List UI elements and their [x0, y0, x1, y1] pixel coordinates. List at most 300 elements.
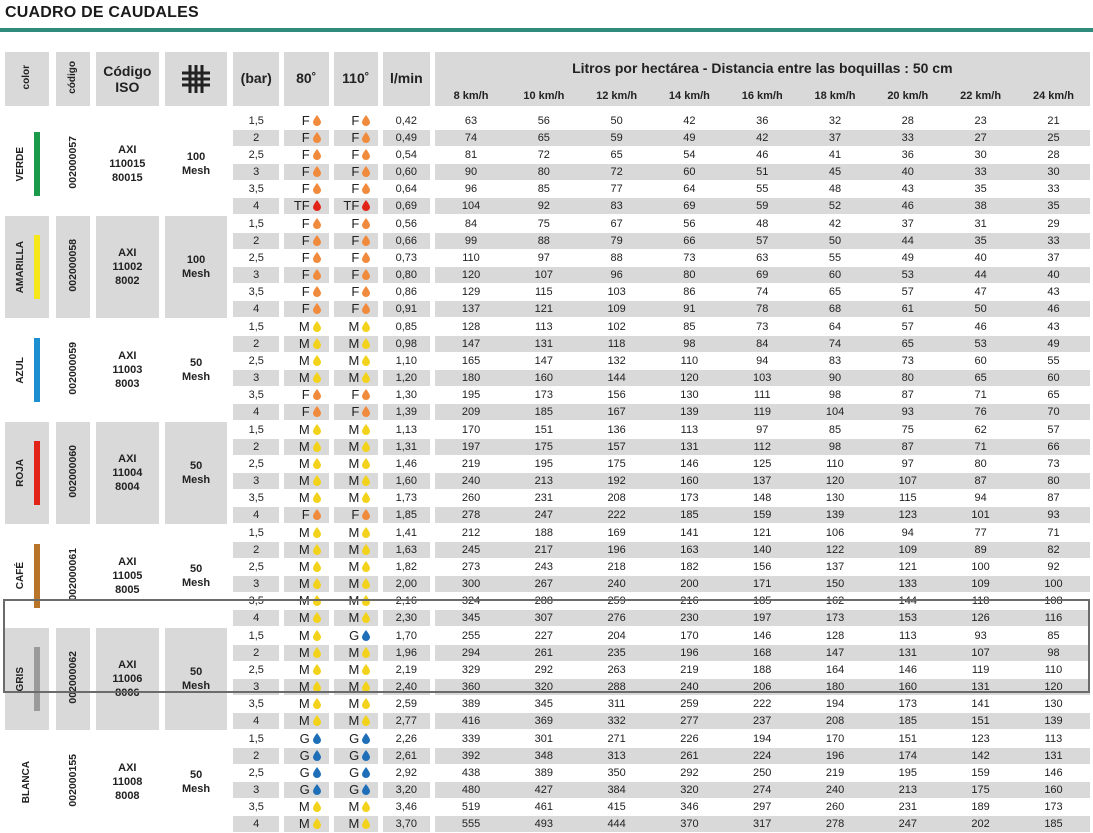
droplet-80-cell: G [284, 748, 328, 765]
rate-cell: 69 [726, 267, 799, 284]
rate-cell: 219 [435, 456, 508, 473]
rate-cell: 110 [799, 456, 872, 473]
rate-cell: 93 [944, 628, 1017, 645]
rate-cell: 49 [871, 250, 944, 267]
rate-cell: 126 [944, 610, 1017, 627]
rate-cell: 106 [799, 525, 872, 542]
drop-icon [362, 355, 370, 366]
rate-cell: 121 [507, 301, 580, 318]
drop-icon [313, 286, 321, 297]
droplet-110-cell: F [334, 267, 378, 284]
rate-cell: 45 [799, 164, 872, 181]
rate-cell: 80 [1017, 473, 1090, 490]
rate-cell: 115 [871, 490, 944, 507]
lmin-cell: 0,80 [383, 267, 430, 284]
header-speed: 22 km/h [944, 86, 1017, 106]
rate-cell: 91 [653, 301, 726, 318]
droplet-80-cell: M [284, 610, 328, 627]
codigo-cell: 002000062 [56, 628, 90, 730]
rate-cell: 53 [871, 267, 944, 284]
rate-cell: 50 [944, 301, 1017, 318]
rate-cell: 84 [726, 336, 799, 353]
rate-cell: 36 [726, 113, 799, 130]
droplet-80-cell: F [284, 113, 328, 130]
droplet-110-cell: F [334, 284, 378, 301]
rate-cell: 173 [1017, 799, 1090, 816]
rate-cell: 137 [726, 473, 799, 490]
rate-cell: 109 [580, 301, 653, 318]
rate-cell: 288 [580, 679, 653, 696]
bar-cell: 2,5 [233, 250, 278, 267]
rate-cell: 128 [435, 319, 508, 336]
rate-cell: 107 [871, 473, 944, 490]
rate-cell: 59 [726, 198, 799, 215]
droplet-110-cell: G [334, 628, 378, 645]
droplet-110-cell: F [334, 404, 378, 421]
rate-cell: 72 [507, 147, 580, 164]
rate-cell: 28 [1017, 147, 1090, 164]
mesh-cell: 50 Mesh [165, 731, 228, 833]
rate-cell: 78 [726, 301, 799, 318]
rate-cell: 32 [799, 113, 872, 130]
bar-cell: 4 [233, 198, 278, 215]
rate-cell: 102 [580, 319, 653, 336]
droplet-80-cell: F [284, 147, 328, 164]
rate-cell: 160 [871, 679, 944, 696]
rate-cell: 139 [653, 404, 726, 421]
rate-cell: 80 [944, 456, 1017, 473]
bar-cell: 2 [233, 439, 278, 456]
droplet-80-cell: F [284, 181, 328, 198]
rate-cell: 40 [1017, 267, 1090, 284]
rate-cell: 46 [871, 198, 944, 215]
rate-cell: 139 [799, 507, 872, 524]
rate-cell: 350 [580, 765, 653, 782]
drop-icon [313, 441, 321, 452]
rate-cell: 170 [653, 628, 726, 645]
rate-cell: 307 [507, 610, 580, 627]
rate-cell: 137 [435, 301, 508, 318]
drop-icon [362, 475, 370, 486]
rate-cell: 196 [580, 542, 653, 559]
header-speed: 24 km/h [1017, 86, 1090, 106]
rate-cell: 128 [799, 628, 872, 645]
rate-cell: 159 [944, 765, 1017, 782]
lmin-cell: 1,70 [383, 628, 430, 645]
drop-icon [362, 115, 370, 126]
rate-cell: 389 [507, 765, 580, 782]
rate-cell: 146 [1017, 765, 1090, 782]
bar-cell: 3 [233, 267, 278, 284]
rate-cell: 146 [726, 628, 799, 645]
drop-icon [313, 750, 321, 761]
drop-icon [313, 578, 321, 589]
codigo-cell: 002000059 [56, 319, 90, 421]
rate-cell: 79 [580, 233, 653, 250]
drop-icon [313, 338, 321, 349]
rate-cell: 93 [871, 404, 944, 421]
bar-cell: 1,5 [233, 628, 278, 645]
drop-icon [362, 149, 370, 160]
lmin-cell: 2,19 [383, 662, 430, 679]
rate-cell: 64 [799, 319, 872, 336]
rate-cell: 30 [1017, 164, 1090, 181]
rate-cell: 133 [871, 576, 944, 593]
rate-cell: 69 [653, 198, 726, 215]
rate-cell: 153 [871, 610, 944, 627]
rate-cell: 185 [507, 404, 580, 421]
droplet-110-cell: G [334, 731, 378, 748]
lmin-cell: 0,42 [383, 113, 430, 130]
mesh-cell: 50 Mesh [165, 628, 228, 730]
rate-cell: 278 [435, 507, 508, 524]
rate-cell: 111 [726, 387, 799, 404]
rate-cell: 130 [799, 490, 872, 507]
drop-icon [362, 218, 370, 229]
drop-icon [313, 630, 321, 641]
lmin-cell: 1,60 [383, 473, 430, 490]
rate-cell: 213 [507, 473, 580, 490]
bar-cell: 4 [233, 404, 278, 421]
rate-cell: 50 [799, 233, 872, 250]
rate-cell: 77 [580, 181, 653, 198]
droplet-110-cell: F [334, 181, 378, 198]
header-lmin: l/min [383, 52, 430, 106]
rate-cell: 255 [435, 628, 508, 645]
rate-cell: 182 [653, 559, 726, 576]
rate-cell: 461 [507, 799, 580, 816]
rate-cell: 96 [435, 181, 508, 198]
rate-cell: 66 [1017, 439, 1090, 456]
rate-cell: 87 [871, 439, 944, 456]
rate-cell: 57 [871, 284, 944, 301]
drop-icon [313, 132, 321, 143]
bar-cell: 3 [233, 679, 278, 696]
droplet-80-cell: M [284, 679, 328, 696]
rate-cell: 43 [1017, 319, 1090, 336]
lmin-cell: 2,59 [383, 696, 430, 713]
droplet-110-cell: M [334, 422, 378, 439]
rate-cell: 217 [507, 542, 580, 559]
rate-cell: 81 [435, 147, 508, 164]
droplet-80-cell: M [284, 490, 328, 507]
rate-cell: 88 [507, 233, 580, 250]
drop-icon [313, 698, 321, 709]
bar-cell: 3 [233, 370, 278, 387]
table-row [5, 731, 1090, 748]
lmin-cell: 0,91 [383, 301, 430, 318]
lmin-cell: 2,92 [383, 765, 430, 782]
rate-cell: 259 [580, 593, 653, 610]
rate-cell: 71 [944, 439, 1017, 456]
lmin-cell: 1,39 [383, 404, 430, 421]
droplet-110-cell: M [334, 542, 378, 559]
rate-cell: 64 [653, 181, 726, 198]
lmin-cell: 0,56 [383, 216, 430, 233]
rate-cell: 197 [726, 610, 799, 627]
rate-cell: 52 [799, 198, 872, 215]
bar-cell: 4 [233, 610, 278, 627]
lmin-cell: 0,98 [383, 336, 430, 353]
rate-cell: 120 [653, 370, 726, 387]
codigo-cell: 002000060 [56, 422, 90, 524]
rate-cell: 60 [799, 267, 872, 284]
drop-icon [313, 818, 321, 829]
rate-cell: 46 [944, 319, 1017, 336]
header-speed: 10 km/h [507, 86, 580, 106]
rate-cell: 219 [653, 662, 726, 679]
droplet-80-cell: M [284, 576, 328, 593]
drop-icon [362, 698, 370, 709]
rate-cell: 173 [871, 696, 944, 713]
rate-cell: 80 [871, 370, 944, 387]
rate-cell: 136 [580, 422, 653, 439]
lmin-cell: 0,49 [383, 130, 430, 147]
bar-cell: 1,5 [233, 319, 278, 336]
rate-cell: 46 [726, 147, 799, 164]
header-80: 80˚ [284, 52, 328, 106]
rate-cell: 123 [944, 731, 1017, 748]
lmin-cell: 2,61 [383, 748, 430, 765]
table-row [5, 422, 1090, 439]
rate-cell: 301 [507, 731, 580, 748]
lmin-cell: 1,82 [383, 559, 430, 576]
rate-cell: 235 [580, 645, 653, 662]
droplet-80-cell: M [284, 593, 328, 610]
drop-icon [313, 681, 321, 692]
rate-cell: 174 [871, 748, 944, 765]
rate-cell: 277 [653, 713, 726, 730]
bar-cell: 1,5 [233, 113, 278, 130]
rate-cell: 216 [653, 593, 726, 610]
rate-cell: 348 [507, 748, 580, 765]
rate-cell: 345 [435, 610, 508, 627]
rate-cell: 57 [1017, 422, 1090, 439]
rate-cell: 292 [653, 765, 726, 782]
rate-cell: 146 [653, 456, 726, 473]
rate-cell: 74 [435, 130, 508, 147]
rate-cell: 148 [726, 490, 799, 507]
rate-cell: 131 [944, 679, 1017, 696]
droplet-80-cell: M [284, 439, 328, 456]
rate-cell: 194 [726, 731, 799, 748]
rate-cell: 384 [580, 782, 653, 799]
bar-cell: 2 [233, 130, 278, 147]
rate-cell: 97 [507, 250, 580, 267]
droplet-80-cell: M [284, 559, 328, 576]
rate-cell: 141 [653, 525, 726, 542]
rate-cell: 62 [944, 422, 1017, 439]
rate-cell: 54 [653, 147, 726, 164]
droplet-80-cell: F [284, 301, 328, 318]
droplet-110-cell: F [334, 164, 378, 181]
mesh-cell: 100 Mesh [165, 216, 228, 318]
drop-icon [313, 492, 321, 503]
rate-cell: 38 [944, 198, 1017, 215]
drop-icon [313, 561, 321, 572]
drop-icon [313, 372, 321, 383]
drop-icon [362, 681, 370, 692]
drop-icon [313, 612, 321, 623]
rate-cell: 119 [726, 404, 799, 421]
rate-cell: 274 [726, 782, 799, 799]
rate-cell: 119 [944, 662, 1017, 679]
droplet-110-cell: M [334, 610, 378, 627]
rate-cell: 118 [580, 336, 653, 353]
rate-cell: 185 [653, 507, 726, 524]
rate-cell: 61 [871, 301, 944, 318]
droplet-80-cell: F [284, 130, 328, 147]
droplet-110-cell: F [334, 130, 378, 147]
rate-cell: 42 [799, 216, 872, 233]
rate-cell: 110 [653, 353, 726, 370]
rate-cell: 59 [580, 130, 653, 147]
droplet-110-cell: M [334, 696, 378, 713]
drop-icon [362, 784, 370, 795]
rate-cell: 261 [653, 748, 726, 765]
rate-cell: 33 [944, 164, 1017, 181]
bar-cell: 4 [233, 816, 278, 833]
droplet-110-cell: M [334, 525, 378, 542]
drop-icon [313, 527, 321, 538]
rate-cell: 173 [653, 490, 726, 507]
rate-cell: 141 [944, 696, 1017, 713]
rate-cell: 43 [871, 181, 944, 198]
header-bar: (bar) [233, 52, 278, 106]
rate-cell: 55 [726, 181, 799, 198]
rate-cell: 110 [435, 250, 508, 267]
rate-cell: 94 [944, 490, 1017, 507]
rate-cell: 156 [580, 387, 653, 404]
rate-cell: 159 [726, 507, 799, 524]
rate-cell: 65 [1017, 387, 1090, 404]
rate-cell: 173 [799, 610, 872, 627]
rate-cell: 240 [799, 782, 872, 799]
rate-cell: 370 [653, 816, 726, 833]
bar-cell: 3,5 [233, 387, 278, 404]
rate-cell: 130 [653, 387, 726, 404]
droplet-80-cell: M [284, 353, 328, 370]
drop-icon [362, 338, 370, 349]
drop-icon [313, 115, 321, 126]
rate-cell: 63 [435, 113, 508, 130]
rate-cell: 313 [580, 748, 653, 765]
rate-cell: 113 [653, 422, 726, 439]
drop-icon [313, 595, 321, 606]
rate-cell: 329 [435, 662, 508, 679]
iso-cell: AXI 110015 80015 [96, 113, 159, 215]
droplet-110-cell: F [334, 113, 378, 130]
rate-cell: 60 [653, 164, 726, 181]
rate-cell: 55 [799, 250, 872, 267]
iso-cell: AXI 11002 8002 [96, 216, 159, 318]
rate-cell: 292 [507, 662, 580, 679]
rate-cell: 185 [871, 713, 944, 730]
rate-cell: 37 [871, 216, 944, 233]
rate-cell: 113 [871, 628, 944, 645]
rate-cell: 276 [580, 610, 653, 627]
rate-cell: 55 [1017, 353, 1090, 370]
rate-cell: 49 [1017, 336, 1090, 353]
rate-cell: 120 [435, 267, 508, 284]
lmin-cell: 3,20 [383, 782, 430, 799]
rate-cell: 162 [799, 593, 872, 610]
rate-cell: 188 [507, 525, 580, 542]
rate-cell: 175 [507, 439, 580, 456]
bar-cell: 4 [233, 713, 278, 730]
rate-cell: 75 [507, 216, 580, 233]
droplet-80-cell: F [284, 507, 328, 524]
drop-icon [313, 355, 321, 366]
lmin-cell: 2,26 [383, 731, 430, 748]
rate-cell: 80 [653, 267, 726, 284]
rate-cell: 72 [580, 164, 653, 181]
rate-cell: 40 [944, 250, 1017, 267]
rate-cell: 317 [726, 816, 799, 833]
rate-cell: 84 [435, 216, 508, 233]
header-iso: Código ISO [96, 52, 159, 106]
lmin-cell: 1,85 [383, 507, 430, 524]
color-swatch [34, 235, 40, 299]
rate-cell: 46 [1017, 301, 1090, 318]
bar-cell: 3,5 [233, 284, 278, 301]
droplet-110-cell: M [334, 816, 378, 833]
droplet-80-cell: M [284, 319, 328, 336]
bar-cell: 2 [233, 748, 278, 765]
droplet-80-cell: TF [284, 198, 328, 215]
rate-cell: 48 [799, 181, 872, 198]
iso-cell: AXI 11005 8005 [96, 525, 159, 627]
droplet-80-cell: F [284, 216, 328, 233]
table-row [5, 628, 1090, 645]
drop-icon [362, 630, 370, 641]
rate-cell: 107 [944, 645, 1017, 662]
rate-cell: 195 [871, 765, 944, 782]
rate-cell: 294 [435, 645, 508, 662]
rate-cell: 171 [726, 576, 799, 593]
droplet-110-cell: M [334, 370, 378, 387]
droplet-80-cell: F [284, 284, 328, 301]
rate-cell: 195 [435, 387, 508, 404]
drop-icon [313, 218, 321, 229]
rate-cell: 164 [799, 662, 872, 679]
rate-cell: 392 [435, 748, 508, 765]
rate-cell: 267 [507, 576, 580, 593]
droplet-110-cell: M [334, 713, 378, 730]
color-cell: VERDE [5, 113, 49, 215]
drop-icon [362, 733, 370, 744]
rate-cell: 33 [1017, 181, 1090, 198]
drop-icon [362, 303, 370, 314]
lmin-cell: 1,73 [383, 490, 430, 507]
rate-cell: 180 [435, 370, 508, 387]
rate-cell: 53 [944, 336, 1017, 353]
drop-icon [313, 235, 321, 246]
rate-cell: 288 [507, 593, 580, 610]
rate-cell: 195 [507, 456, 580, 473]
drop-icon [362, 458, 370, 469]
drop-icon [362, 612, 370, 623]
drop-icon [313, 406, 321, 417]
rate-cell: 140 [726, 542, 799, 559]
rate-cell: 192 [580, 473, 653, 490]
lmin-cell: 1,46 [383, 456, 430, 473]
drop-icon [362, 441, 370, 452]
droplet-110-cell: G [334, 748, 378, 765]
drop-icon [362, 183, 370, 194]
droplet-80-cell: M [284, 422, 328, 439]
drop-icon [362, 286, 370, 297]
